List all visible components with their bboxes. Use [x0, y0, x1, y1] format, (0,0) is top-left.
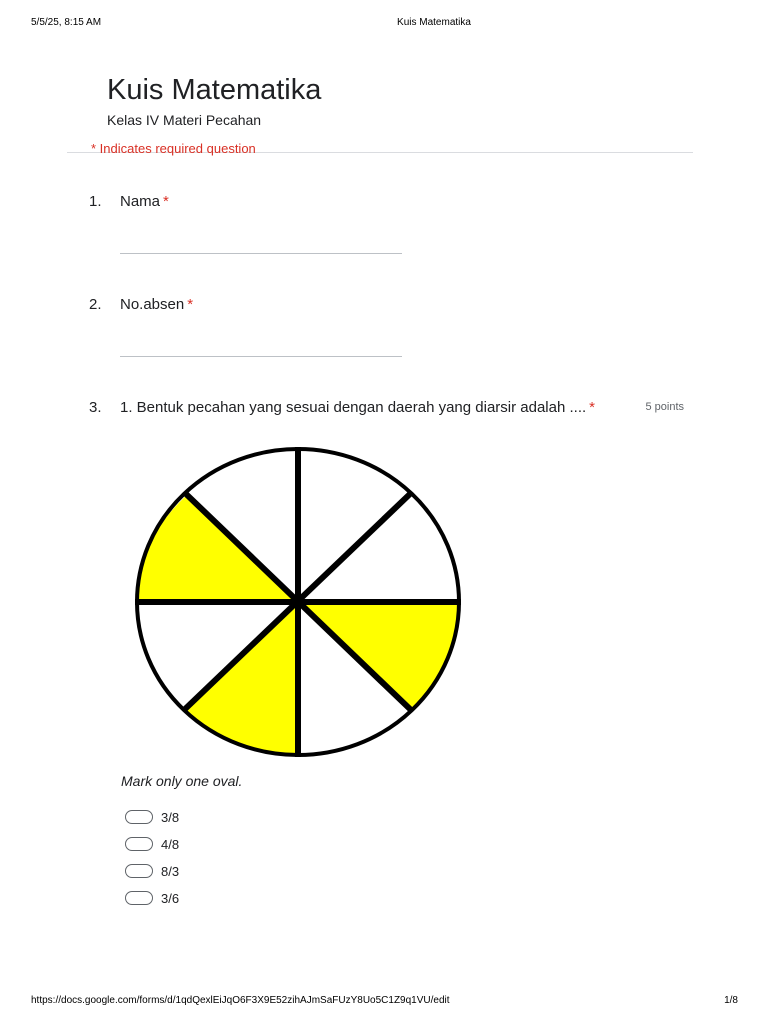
radio-oval[interactable] [125, 864, 153, 878]
question-text [120, 296, 193, 313]
question-label: No.absen [120, 296, 185, 313]
question-nama [89, 193, 699, 263]
page-number: 1/8 [724, 995, 738, 1006]
form-description: Kelas IV Materi Pecahan [107, 112, 262, 128]
print-doc-title: Kuis Matematika [397, 17, 471, 28]
print-url: https://docs.google.com/forms/d/1qdQexlEiJqO6F3X9E52zihAJmSaFUzY8Uo5C1Z9q1VU/edit [31, 995, 450, 1006]
shaded-sector [184, 602, 298, 754]
question-label: 1. Bentuk pecahan yang sesuai dengan daerah yang diarsir adalah .... [120, 399, 587, 416]
option-label: 4/8 [161, 837, 180, 852]
option-label: 8/3 [161, 864, 180, 879]
short-answer-field[interactable] [120, 253, 402, 254]
short-answer-field[interactable] [120, 356, 402, 357]
shaded-sector [298, 602, 460, 710]
question-label: Nama [120, 193, 161, 210]
print-header [0, 17, 768, 31]
fraction-circle-image [134, 447, 464, 759]
required-asterisk: * [163, 193, 169, 210]
option-label: 3/6 [161, 891, 180, 906]
form-title: Kuis Matematika [107, 74, 322, 106]
required-note: * Indicates required question [91, 141, 256, 156]
print-datetime: 5/5/25, 8:15 AM [31, 17, 102, 28]
instruction-text: Mark only one oval. [121, 773, 243, 789]
option-label: 3/8 [161, 810, 180, 825]
shaded-sector [136, 495, 298, 602]
radio-oval[interactable] [125, 837, 153, 851]
question-no-absen [89, 296, 699, 366]
question-text [120, 193, 169, 210]
required-asterisk: * [187, 296, 194, 313]
question-number: 3. [89, 399, 102, 416]
question-number: 1. [89, 193, 102, 210]
fraction-circle [135, 447, 461, 757]
required-asterisk: * [589, 399, 596, 416]
question-number: 2. [89, 296, 102, 313]
points-label: 5 points [645, 401, 684, 413]
question-text [120, 399, 595, 416]
radio-oval[interactable] [125, 891, 153, 905]
radio-oval[interactable] [125, 810, 153, 824]
